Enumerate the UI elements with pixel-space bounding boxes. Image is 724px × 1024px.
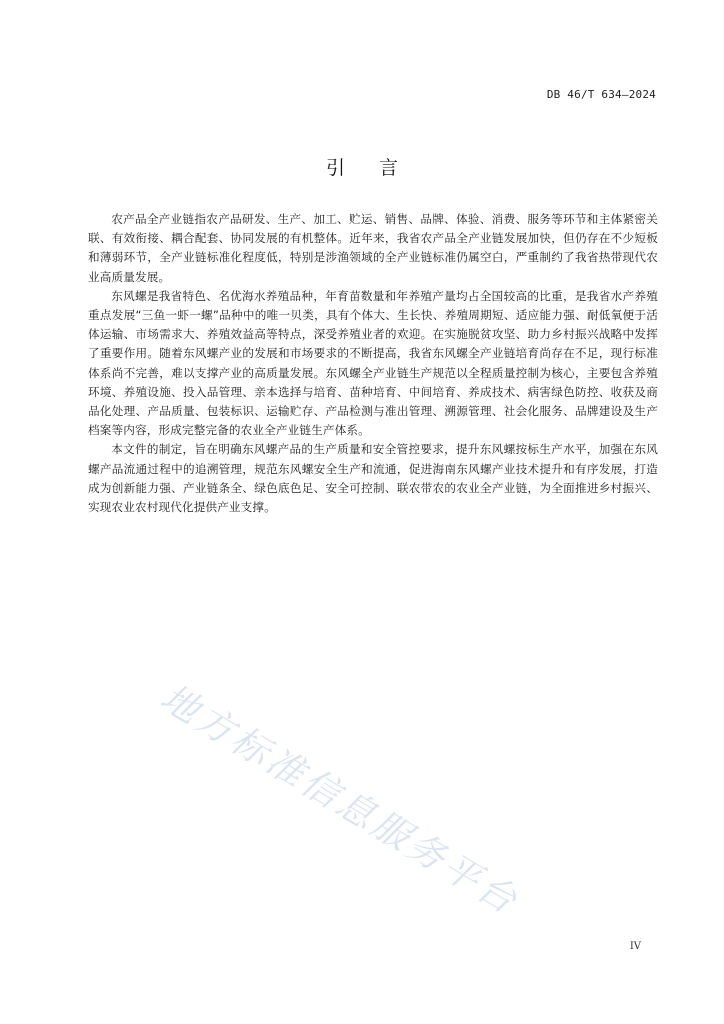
- section-title: 引言: [325, 157, 432, 179]
- paragraph-2: 东风螺是我省特色、名优海水养殖品种，年育苗数量和年养殖产量均占全国较高的比重，是我省水产养殖重点发展“三鱼一虾一螺”品种中的唯一贝类，具有个体大、生长快、养殖周期短、适应能力强、耐低氧便于活体运输、市场需求大、养殖效益高等特点，深受养殖业者的欢迎。在实施脱贫攻坚、助力乡村振兴战略中发挥了重要作用。随着东风螺产业的发展和市场要求的不断提高，我省东风螺全产业链培育尚存在不足，现行标准体系尚不完善，难以支撑产业的高质量发展。东风螺全产业链生产规范以全程质量控制为核心，主要包含养殖环境、养殖设施、投入品管理、亲本选择与培育、苗种培育、中间培育、养成技术、病害绿色防控、收获及商品化处理、产品质量、包装标识、运输贮存、产品检测与准出管理、溯源管理、社会化服务、品牌建设及生产档案等内容，形成完整完备的农业全产业链生产体系。: [88, 288, 658, 438]
- standard-code: DB 46/T 634—2024: [546, 88, 656, 101]
- paragraph-3: 本文件的制定，旨在明确东风螺产品的生产质量和安全管控要求，提升东风螺按标生产水平，加强在东风螺产品流通过程中的追溯管理，规范东风螺安全生产和流通，促进海南东风螺产业技术提升和有序发展，打造成为创新能力强、产业链条全、绿色底色足、安全可控制、联农带农的农业全产业链，为全面推进乡村振兴、实现农业农村现代化提供产业支撑。: [88, 442, 658, 515]
- body-text: [88, 210, 658, 517]
- page-number: IV: [629, 941, 641, 952]
- watermark: 地方标准信息服务平台: [153, 675, 527, 924]
- paragraph-1: 农产品全产业链指农产品研发、生产、加工、贮运、销售、品牌、体验、消费、服务等环节和主体紧密关联、有效衔接、耦合配套、协同发展的有机整体。近年来，我省农产品全产业链发展加快，但仍存在不少短板和薄弱环节，全产业链标准化程度低，特别是涉渔领域的全产业链标准仍属空白，严重制约了我省热带现代农业高质量发展。: [88, 212, 658, 284]
